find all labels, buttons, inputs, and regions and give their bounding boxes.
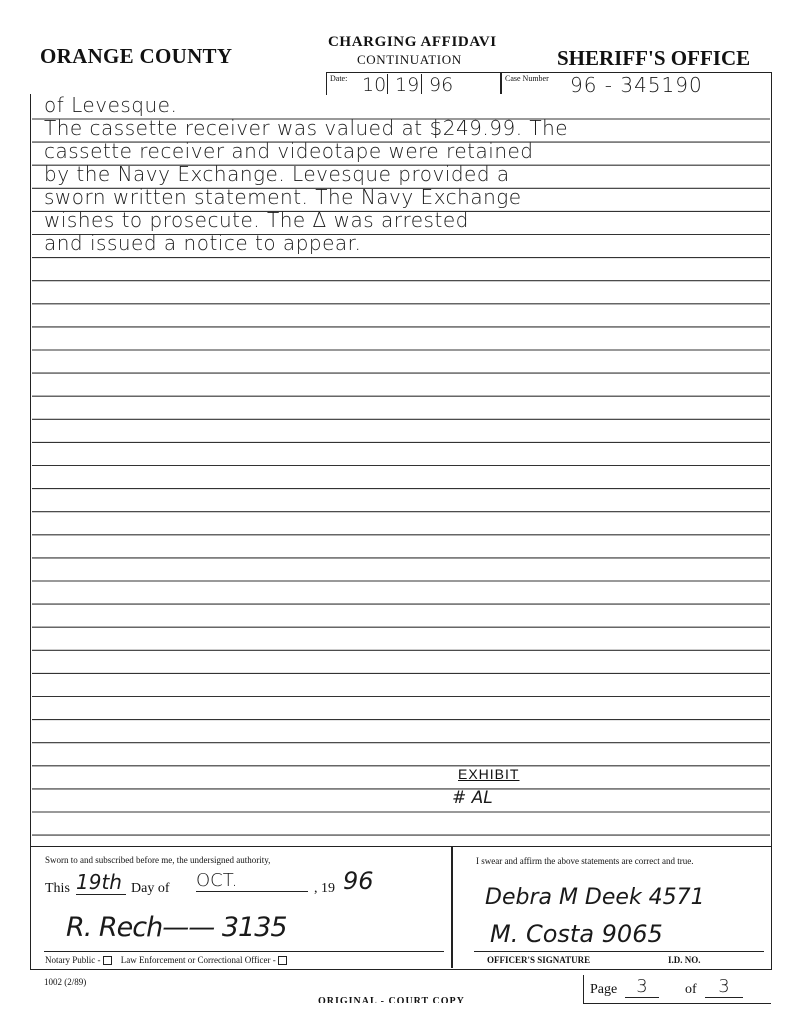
county-name: ORANGE COUNTY xyxy=(40,44,233,68)
date-day: 19 xyxy=(395,74,420,96)
affirm-statement: I swear and affirm the above statements are correct and true. xyxy=(476,856,694,866)
narrative-line: by the Navy Exchange. Levesque provided a xyxy=(44,162,510,186)
officer-signature-2: M. Costa 9065 xyxy=(490,920,663,948)
form-subtitle: CONTINUATION xyxy=(357,52,462,67)
date-case-divider xyxy=(500,72,502,94)
law-officer-label: Law Enforcement or Correctional Officer - xyxy=(120,955,276,965)
page-total: 3 xyxy=(705,976,743,998)
of-label: of xyxy=(685,982,697,997)
narrative-line: of Levesque. xyxy=(44,93,178,117)
narrative-line: sworn written statement. The Navy Exchange xyxy=(44,185,522,209)
notary-label: Notary Public - xyxy=(45,955,101,965)
office-name: SHERIFF'S OFFICE xyxy=(557,46,751,70)
law-officer-checkbox[interactable] xyxy=(278,956,287,965)
page-number: 3 xyxy=(625,976,659,998)
day-value: 19th xyxy=(76,870,126,895)
notary-label-row xyxy=(45,955,287,965)
notary-signature: R. Rech—— 3135 xyxy=(66,912,287,943)
exhibit-number: # AL xyxy=(452,788,493,808)
page-label: Page xyxy=(590,982,618,997)
exhibit-label: EXHIBIT xyxy=(458,766,520,782)
signature-box-divider xyxy=(451,846,453,968)
case-number: 96 - 345190 xyxy=(570,73,703,97)
narrative-line: and issued a notice to appear. xyxy=(44,231,362,255)
date-sep-2 xyxy=(421,74,422,94)
case-number-label: Case Number xyxy=(505,74,549,83)
narrative-line: cassette receiver and videotape were retained xyxy=(44,139,534,163)
officer-sig-line xyxy=(474,951,764,952)
form-number: 1002 (2/89) xyxy=(44,977,87,987)
copy-label: ORIGINAL - COURT COPY xyxy=(318,996,465,1003)
id-number-label: I.D. NO. xyxy=(668,955,701,965)
month-value: OCT. xyxy=(196,870,308,892)
date-label: Date: xyxy=(330,74,348,83)
date-case-box xyxy=(326,72,772,95)
narrative-line: The cassette receiver was valued at $249.99. The xyxy=(44,116,569,140)
narrative-line: wishes to prosecute. The Δ was arrested xyxy=(44,208,469,232)
this-label: This xyxy=(45,881,70,896)
notary-checkbox[interactable] xyxy=(103,956,112,965)
year-value: 96 xyxy=(343,867,374,895)
officer-signature-label: OFFICER'S SIGNATURE xyxy=(487,955,591,965)
notary-sig-line xyxy=(44,951,444,952)
year-prefix: , 19 xyxy=(314,881,335,896)
date-year: 96 xyxy=(429,74,454,96)
form-title: CHARGING AFFIDAVI xyxy=(328,34,497,50)
date-month: 10 xyxy=(362,74,387,96)
officer-signature-1: Debra M Deek 4571 xyxy=(485,885,705,910)
sworn-statement: Sworn to and subscribed before me, the undersigned authority, xyxy=(45,855,271,865)
date-sep-1 xyxy=(387,74,388,94)
day-of-label: Day of xyxy=(131,881,170,896)
